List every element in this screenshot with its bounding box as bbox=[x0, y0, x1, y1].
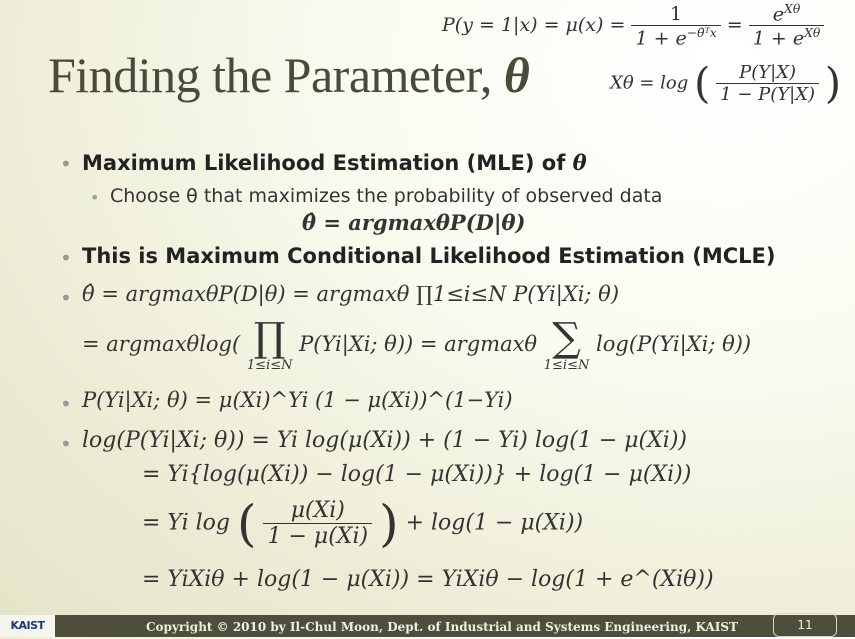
sigmoid-den-1: 1 + e bbox=[635, 26, 687, 49]
logit-num: P(Y|X) bbox=[716, 62, 819, 84]
page-number: 11 bbox=[773, 613, 837, 637]
mcle-line-2 bbox=[82, 315, 752, 373]
sigmoid-frac-1 bbox=[631, 3, 720, 49]
mcle-line-2-c: log(P(Yi|Xi; θ)) bbox=[596, 332, 752, 356]
header-formula-logit: Xθ = log ( $\frac{P(Y|X)}{1 - P(Y|X)}$ ) bbox=[610, 58, 842, 108]
sigmoid-num-2-exp: Xθ bbox=[784, 2, 801, 16]
mcle-line-1: θ̂ = argmaxθP(D|θ) = argmaxθ ∏1≤i≤N P(Yi|Xi; θ) bbox=[82, 282, 620, 306]
bullet-dot: • bbox=[60, 392, 72, 416]
kaist-logo: KAIST bbox=[0, 615, 55, 637]
log-likelihood-line-1: log(P(Yi|Xi; θ)) = Yi log(μ(Xi)) + (1 − Yi) log(1 − μ(Xi)) bbox=[82, 428, 687, 453]
sum-symbol: ∑ bbox=[552, 315, 581, 361]
bullet-dot: • bbox=[60, 286, 72, 310]
logit-lhs: Xθ = log bbox=[610, 72, 689, 94]
sigmoid-den-2-exp: Xθ bbox=[804, 26, 821, 41]
bernoulli-likelihood: P(Yi|Xi; θ) = μ(Xi)^Yi (1 − μ(Xi))^(1−Yi) bbox=[82, 388, 513, 412]
sigmoid-den-2: 1 + e bbox=[752, 27, 805, 50]
sigmoid-eq: = bbox=[726, 13, 743, 36]
bullet-dot: • bbox=[60, 432, 72, 456]
bullet-dot: • bbox=[60, 152, 72, 176]
sub-bullet-dot: • bbox=[90, 188, 100, 207]
mcle-line-2-a: = argmaxθlog( bbox=[82, 332, 241, 356]
log-likelihood-line-3-a: = Yi log bbox=[142, 510, 230, 536]
header-formula-sigmoid bbox=[442, 2, 824, 50]
bullet-mcle: This is Maximum Conditional Likelihood Estimation (MCLE) bbox=[82, 244, 776, 268]
sum-limits: 1≤i≤N bbox=[543, 358, 590, 373]
mcle-line-2-b: P(Yi|Xi; θ)) = argmaxθ bbox=[299, 332, 538, 356]
bullet-dot: • bbox=[60, 246, 72, 270]
mle-equation: θ̂ = argmaxθP(D|θ) bbox=[302, 210, 526, 235]
logit-frac bbox=[716, 62, 819, 105]
footer-bar bbox=[0, 615, 855, 637]
slide-title-text: Finding the Parameter, bbox=[48, 47, 504, 103]
sigmoid-num-2: e bbox=[772, 3, 785, 26]
bullet-mle-theta: θ bbox=[572, 150, 587, 175]
sigmoid-frac-2 bbox=[749, 2, 825, 50]
slide-title bbox=[48, 46, 529, 104]
log-likelihood-line-2: = Yi{log(μ(Xi)) − log(1 − μ(Xi))} + log(1 − μ(Xi)) bbox=[142, 462, 692, 487]
sum-operator bbox=[543, 315, 590, 373]
sigmoid-num-1: 1 bbox=[631, 3, 720, 26]
sigmoid-den-1-exp: −θ̇ᵀx bbox=[686, 25, 717, 40]
copyright-text: Copyright © 2010 by Il-Chul Moon, Dept. of Industrial and Systems Engineering, KAIST bbox=[146, 620, 738, 634]
bullet-mle-sub: Choose θ that maximizes the probability of observed data bbox=[110, 185, 663, 207]
bullet-mle bbox=[82, 150, 587, 175]
logit-den: 1 − P(Y|X) bbox=[720, 84, 816, 105]
log-odds-den: 1 − μ(Xi) bbox=[267, 524, 369, 549]
log-odds-num: μ(Xi) bbox=[263, 498, 372, 524]
product-operator bbox=[246, 315, 293, 373]
slide-title-theta: θ bbox=[503, 47, 530, 103]
log-odds-frac bbox=[263, 498, 372, 549]
product-limits: 1≤i≤N bbox=[246, 358, 293, 373]
log-likelihood-line-3: = Yi log ( $\frac{\mu(Xi)}{1 - \mu(Xi)}$ ) + log(1 − μ(Xi)) bbox=[142, 494, 584, 553]
product-symbol: ∏ bbox=[253, 315, 286, 361]
log-likelihood-line-4: = YiXiθ + log(1 − μ(Xi)) = YiXiθ − log(1 + e^(Xiθ)) bbox=[142, 567, 714, 592]
bullet-mle-text: Maximum Likelihood Estimation (MLE) of bbox=[82, 151, 573, 175]
sigmoid-lhs: P(y = 1|x) = μ(x) = bbox=[442, 13, 626, 36]
log-likelihood-line-3-b: + log(1 − μ(Xi)) bbox=[405, 510, 584, 536]
